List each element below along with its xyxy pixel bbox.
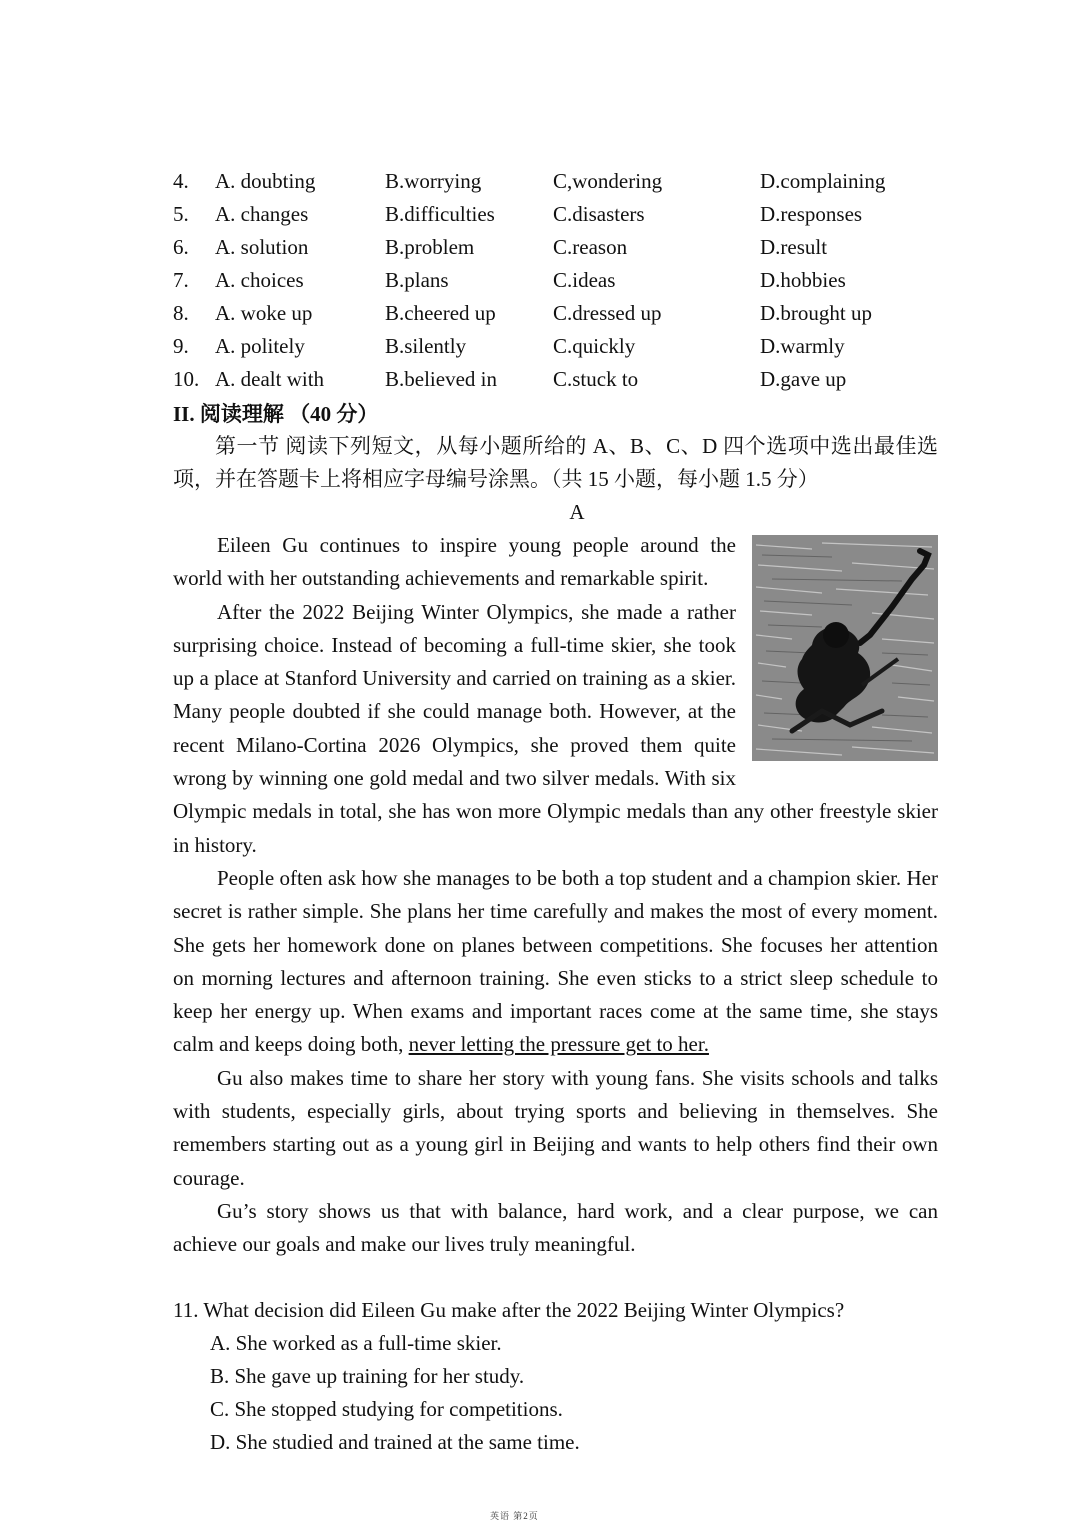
option-a: A. solution <box>215 235 309 259</box>
option-c: C.quickly <box>553 334 636 358</box>
question-number: 10. <box>173 367 200 391</box>
option-row <box>173 231 940 264</box>
paragraph-4: Gu also makes time to share her story with young fans. She visits schools and talks with students, especially girls, about trying sports and believing in themselves. She remembers starting out as a young girl in Beijing and wants to help others find their own courage. <box>173 1065 938 1190</box>
option-c: C.disasters <box>553 202 645 226</box>
option-b: B.silently <box>385 334 467 358</box>
option-b: B.worrying <box>385 169 482 193</box>
paragraph-1: Eileen Gu continues to inspire young people around the world with her outstanding achievements and remarkable spirit. <box>173 533 736 591</box>
choice-c: C. She stopped studying for competitions. <box>210 1397 563 1421</box>
option-row <box>173 198 940 231</box>
option-a: A. changes <box>215 202 309 226</box>
option-d: D.responses <box>760 202 863 226</box>
option-row <box>173 297 940 330</box>
section-instructions: 第一节 阅读下列短文，从每小题所给的 A、B、C、D 四个选项中选出最佳选项，并在答题卡上将相应字母编号涂黑。（共 15 小题，每小题 1.5 分） <box>173 434 938 491</box>
option-b: B.plans <box>385 268 449 292</box>
choice-b: B. She gave up training for her study. <box>210 1364 525 1388</box>
page-footer: 英语 第2页 <box>490 1511 539 1521</box>
paragraph-2: After the 2022 Beijing Winter Olympics, she made a rather surprising choice. Instead of becoming a full-time skier, she took up a place at Stanford University and carried on training as a skier. Many people doubted if she could manage both. However, at the recent Milano-Cortina 2026 Olympics, she proved them quite wrong by winning one gold medal and two silver medals. With six Olympic medals in total, she has won more Olympic medals than any other freestyle skier in history. <box>173 599 938 857</box>
cloze-options <box>173 165 940 396</box>
reading-passage <box>173 529 938 1262</box>
question-number: 6. <box>173 235 189 259</box>
option-c: C,wondering <box>553 169 663 193</box>
question-number: 4. <box>173 169 189 193</box>
question-number: 7. <box>173 268 189 292</box>
choice-d: D. She studied and trained at the same time. <box>210 1430 580 1454</box>
option-d: D.warmly <box>760 334 845 358</box>
option-row <box>173 330 940 363</box>
question-stem: 11. What decision did Eileen Gu make after the 2022 Beijing Winter Olympics? <box>173 1298 845 1322</box>
passage-label: A <box>569 500 585 524</box>
option-row <box>173 363 940 396</box>
option-d: D.hobbies <box>760 268 846 292</box>
option-d: D.result <box>760 235 828 259</box>
option-a: A. choices <box>215 268 304 292</box>
paragraph-3-text: People often ask how she manages to be both a top student and a champion skier. Her secret is rather simple. She plans her time carefully and makes the most of every moment. She gets her homework done on planes between competitions. She focuses her attention on morning lectures and afternoon training. She even sticks to a strict sleep schedule to keep her energy up. When exams and important races come at the same time, she stays calm and keeps doing both, <box>173 865 938 1057</box>
option-b: B.difficulties <box>385 202 495 226</box>
skier-photo <box>752 535 938 761</box>
option-b: B.problem <box>385 235 475 259</box>
option-row <box>173 165 940 198</box>
section-title: II. 阅读理解 （40 分） <box>173 402 379 426</box>
option-b: B.cheered up <box>385 301 496 325</box>
underlined-phrase: never letting the pressure get to her. <box>408 1032 709 1057</box>
option-c: C.stuck to <box>553 367 639 391</box>
question-11 <box>173 1294 938 1459</box>
question-number: 8. <box>173 301 189 325</box>
question-number: 9. <box>173 334 189 358</box>
paragraph-5: Gu’s story shows us that with balance, hard work, and a clear purpose, we can achieve our goals and make our lives truly meaningful. <box>173 1198 938 1257</box>
paragraph-3 <box>173 862 938 1062</box>
question-number: 5. <box>173 202 189 226</box>
option-c: C.dressed up <box>553 301 662 325</box>
option-a: A. politely <box>215 334 305 358</box>
option-d: D.complaining <box>760 169 886 193</box>
option-d: D.brought up <box>760 301 872 325</box>
option-row <box>173 264 940 297</box>
option-a: A. dealt with <box>215 367 325 391</box>
option-a: A. woke up <box>215 301 313 325</box>
choice-a: A. She worked as a full-time skier. <box>210 1331 502 1355</box>
option-d: D.gave up <box>760 367 847 391</box>
option-b: B.believed in <box>385 367 497 391</box>
option-a: A. doubting <box>215 169 316 193</box>
option-c: C.reason <box>553 235 628 259</box>
option-c: C.ideas <box>553 268 616 292</box>
